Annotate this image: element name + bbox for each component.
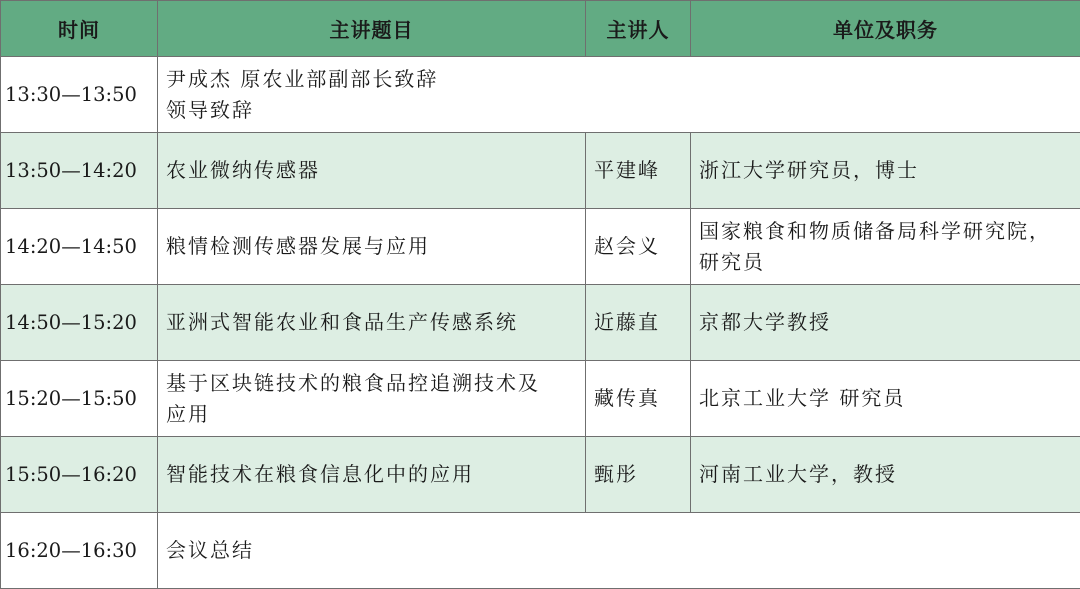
org-line: 国家粮食和物质储备局科学研究院， [699, 216, 1072, 247]
topic-line: 会议总结 [166, 535, 1072, 566]
topic-cell [158, 209, 586, 285]
topic-cell [158, 513, 1080, 589]
topic-line: 农业微纳传感器 [166, 155, 577, 186]
topic-cell [158, 361, 586, 437]
time-cell: 15:50—16:20 [1, 437, 158, 513]
table-row [1, 57, 1080, 133]
org-cell [691, 361, 1080, 437]
org-cell [691, 285, 1080, 361]
speaker-cell: 近藤直 [586, 285, 691, 361]
topic-line: 领导致辞 [166, 95, 1072, 126]
header-topic: 主讲题目 [158, 1, 586, 57]
speaker-cell: 平建峰 [586, 133, 691, 209]
table-row [1, 513, 1080, 589]
org-line: 河南工业大学，教授 [699, 459, 1072, 490]
topic-line: 尹成杰 原农业部副部长致辞 [166, 64, 1072, 95]
topic-cell [158, 285, 586, 361]
table-row [1, 437, 1080, 513]
org-cell [691, 437, 1080, 513]
topic-cell [158, 57, 1080, 133]
topic-cell [158, 437, 586, 513]
topic-line: 应用 [166, 399, 577, 430]
org-cell [691, 133, 1080, 209]
table-row [1, 361, 1080, 437]
header-speaker: 主讲人 [586, 1, 691, 57]
org-line: 浙江大学研究员，博士 [699, 155, 1072, 186]
topic-line: 基于区块链技术的粮食品控追溯技术及 [166, 368, 577, 399]
topic-line: 粮情检测传感器发展与应用 [166, 231, 577, 262]
time-cell: 16:20—16:30 [1, 513, 158, 589]
time-cell: 14:20—14:50 [1, 209, 158, 285]
org-cell [691, 209, 1080, 285]
topic-line: 智能技术在粮食信息化中的应用 [166, 459, 577, 490]
table-row [1, 133, 1080, 209]
speaker-cell: 甄彤 [586, 437, 691, 513]
header-org: 单位及职务 [691, 1, 1080, 57]
header-time: 时间 [1, 1, 158, 57]
topic-line: 亚洲式智能农业和食品生产传感系统 [166, 307, 577, 338]
table-row [1, 285, 1080, 361]
time-cell: 15:20—15:50 [1, 361, 158, 437]
org-line: 京都大学教授 [699, 307, 1072, 338]
org-line: 研究员 [699, 247, 1072, 278]
time-cell: 13:50—14:20 [1, 133, 158, 209]
topic-cell [158, 133, 586, 209]
org-line: 北京工业大学 研究员 [699, 383, 1072, 414]
table-row [1, 209, 1080, 285]
table-header-row [1, 1, 1080, 57]
speaker-cell: 赵会义 [586, 209, 691, 285]
time-cell: 13:30—13:50 [1, 57, 158, 133]
time-cell: 14:50—15:20 [1, 285, 158, 361]
speaker-cell: 藏传真 [586, 361, 691, 437]
